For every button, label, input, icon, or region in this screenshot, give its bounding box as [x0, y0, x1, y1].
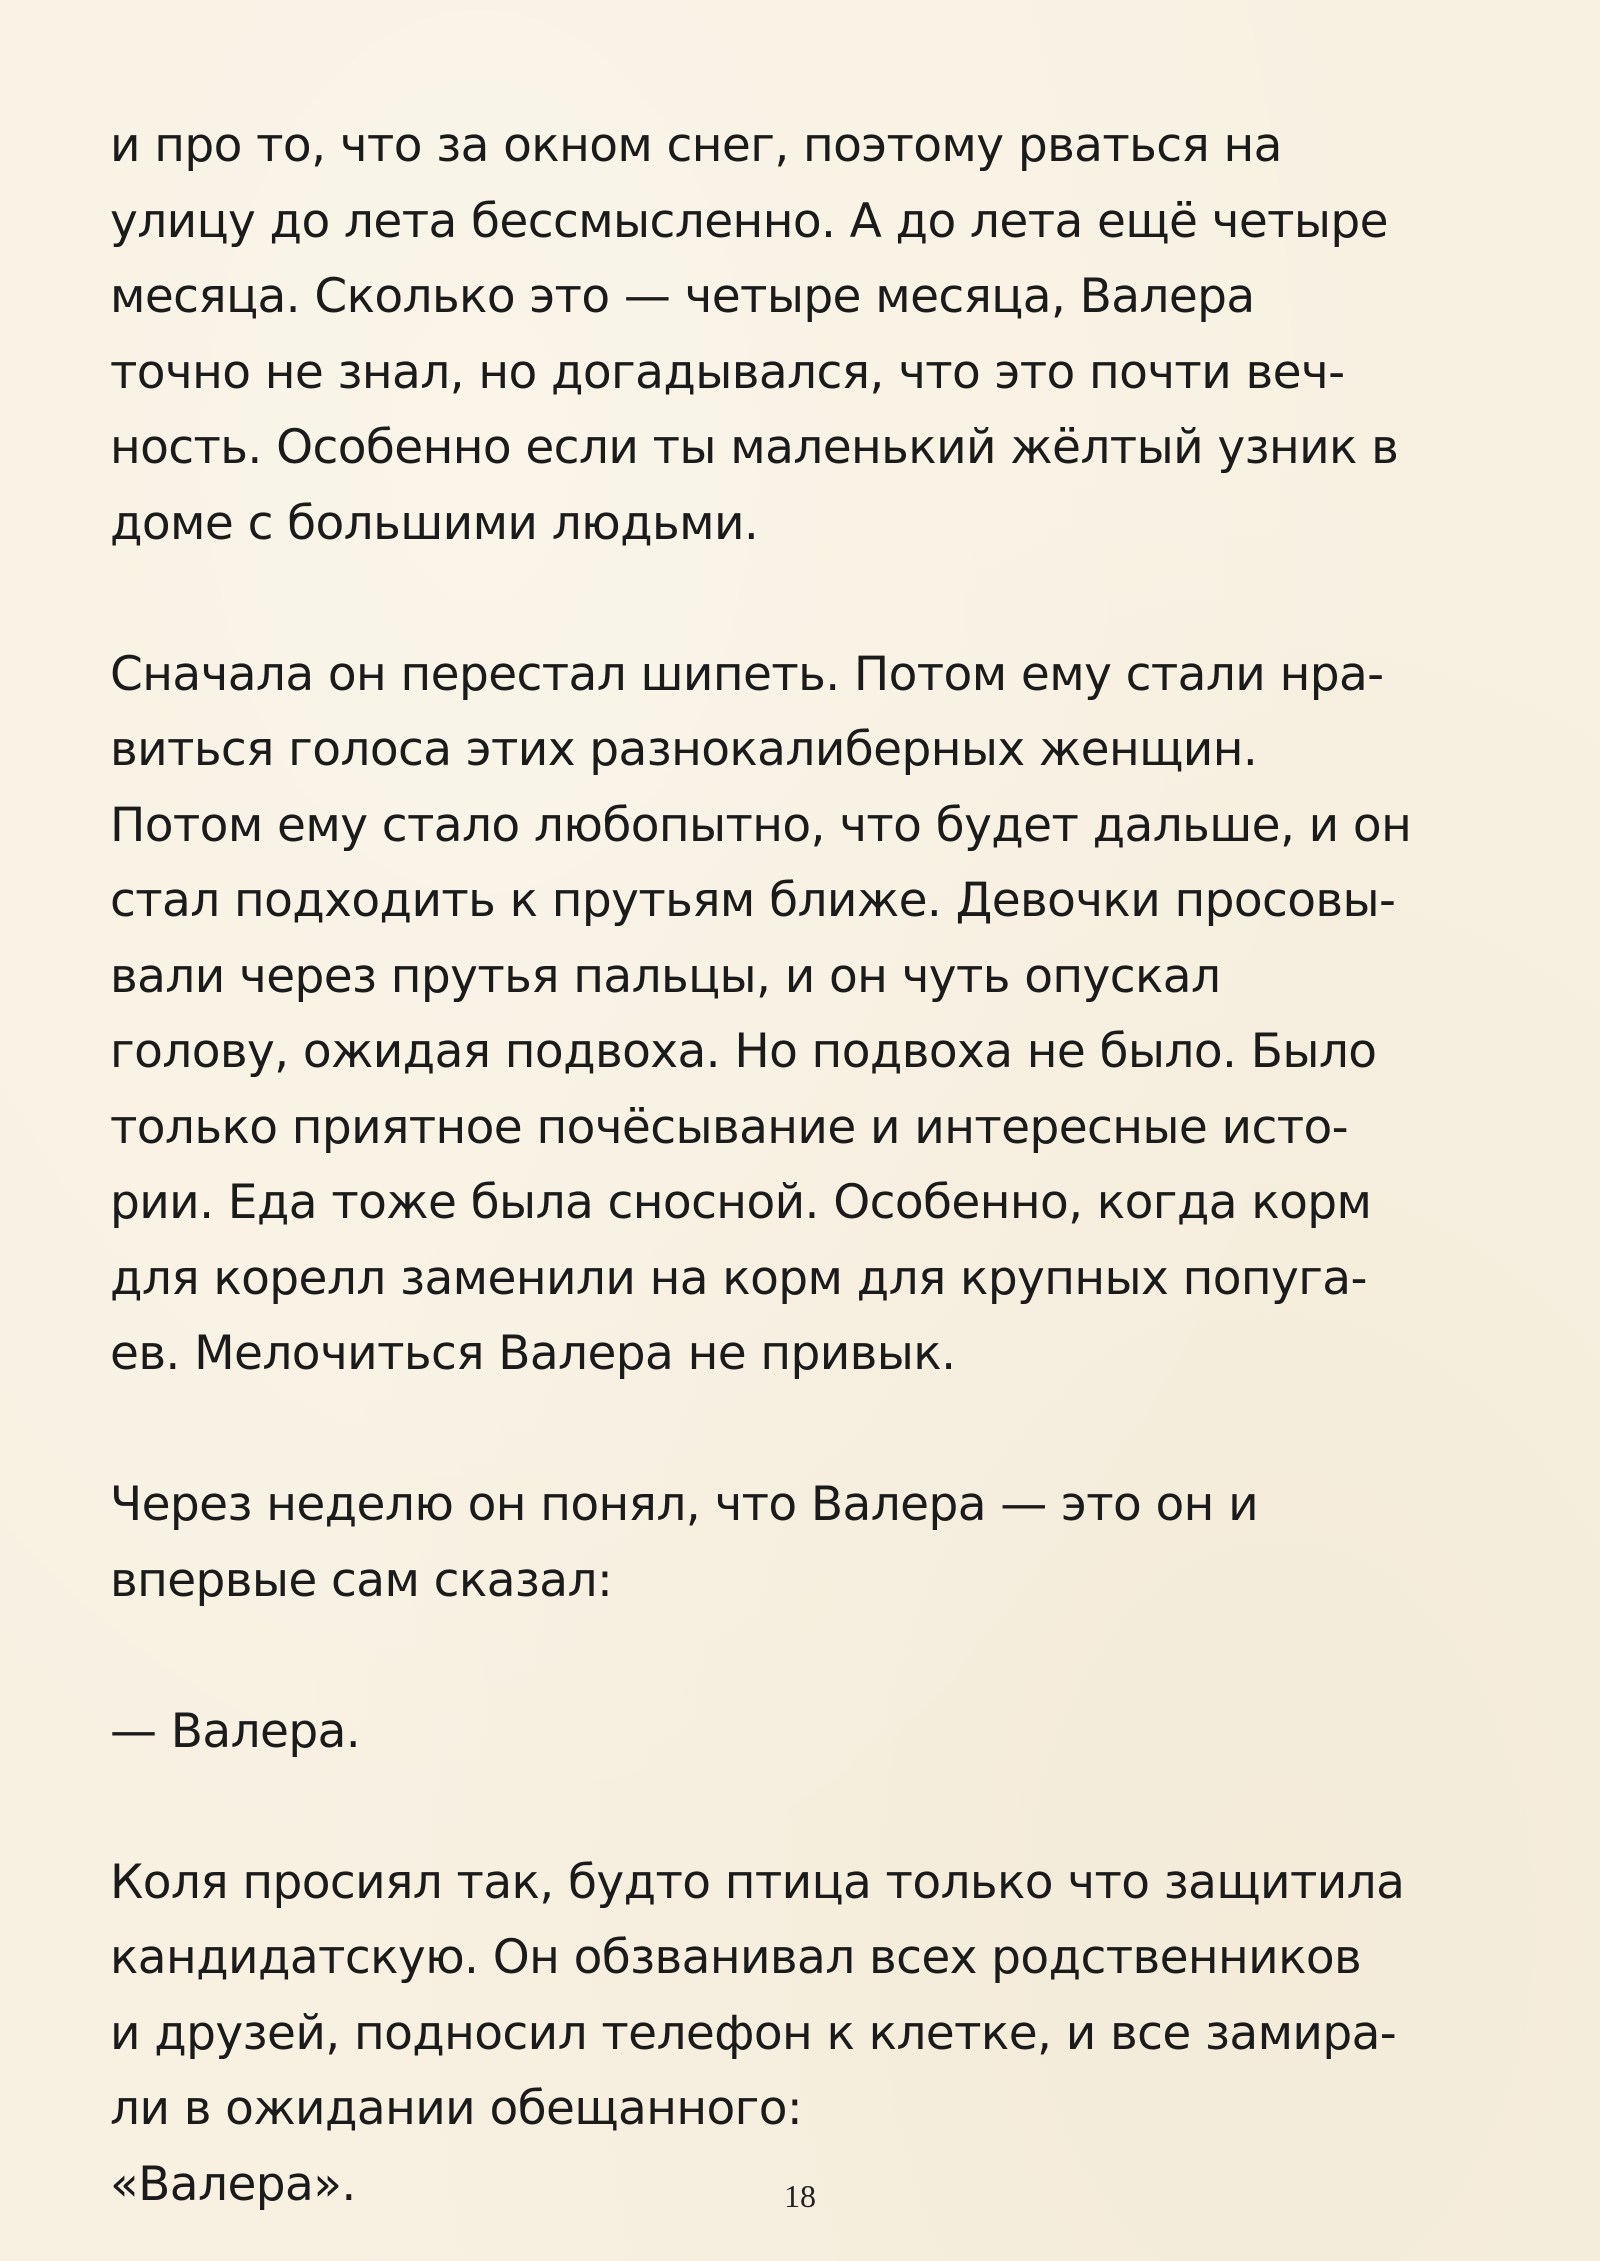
- text-line: ли в ожидании обещанного:: [110, 2081, 803, 2136]
- text-line: впервые сам сказал:: [110, 1552, 613, 1608]
- text-line: месяца. Сколько это — четыре месяца, Валера: [110, 269, 1255, 324]
- paragraph-gap: [110, 1618, 1510, 1694]
- text-line: «Валера».: [110, 2156, 356, 2212]
- paragraph-gap: [110, 561, 1510, 637]
- text-line: Коля просиял так, будто птица только что защитила: [110, 1854, 1405, 1910]
- text-line: улицу до лета бессмысленно. А до лета ещё четыре: [110, 193, 1388, 249]
- text-line: голову, ожидая подвоха. Но подвоха не было. Было: [110, 1024, 1377, 1079]
- paragraph-gap: [110, 1769, 1510, 1845]
- paragraph: [110, 637, 1510, 1392]
- text-line: ность. Особенно если ты маленький жёлтый узник в: [110, 420, 1399, 475]
- body-text: [110, 108, 1510, 2222]
- page-number: 18: [784, 2178, 816, 2214]
- paragraph: [110, 1845, 1510, 2223]
- text-line: Сначала он перестал шипеть. Потом ему стали нра-: [110, 646, 1384, 702]
- text-line: для корелл заменили на корм для крупных попуга-: [110, 1250, 1367, 1306]
- text-line: и друзей, подносил телефон к клетке, и все замира-: [110, 2005, 1397, 2061]
- text-line: стал подходить к прутьям ближе. Девочки просовы-: [110, 873, 1396, 928]
- text-line: — Валера.: [110, 1703, 361, 1759]
- paragraph: [110, 1694, 1510, 1770]
- text-line: Через неделю он понял, что Валера — это он и: [110, 1477, 1259, 1532]
- paragraph-gap: [110, 1392, 1510, 1468]
- text-line: вали через прутья пальцы, и он чуть опускал: [110, 948, 1221, 1004]
- text-line: виться голоса этих разнокалиберных женщин.: [110, 722, 1258, 777]
- text-line: доме с большими людьми.: [110, 495, 759, 551]
- text-line: точно не знал, но догадывался, что это почти веч-: [110, 344, 1345, 400]
- paragraph: [110, 108, 1510, 561]
- paragraph: [110, 1467, 1510, 1618]
- text-line: рии. Еда тоже была сносной. Особенно, когда корм: [110, 1175, 1372, 1230]
- text-line: ев. Мелочиться Валера не привык.: [110, 1326, 956, 1381]
- text-line: кандидатскую. Он обзванивал всех родственников: [110, 1930, 1362, 1985]
- text-line: и про то, что за окном снег, поэтому рваться на: [110, 118, 1282, 173]
- text-line: только приятное почёсывание и интересные исто-: [110, 1099, 1349, 1155]
- text-line: Потом ему стало любопытно, что будет дальше, и он: [110, 797, 1412, 853]
